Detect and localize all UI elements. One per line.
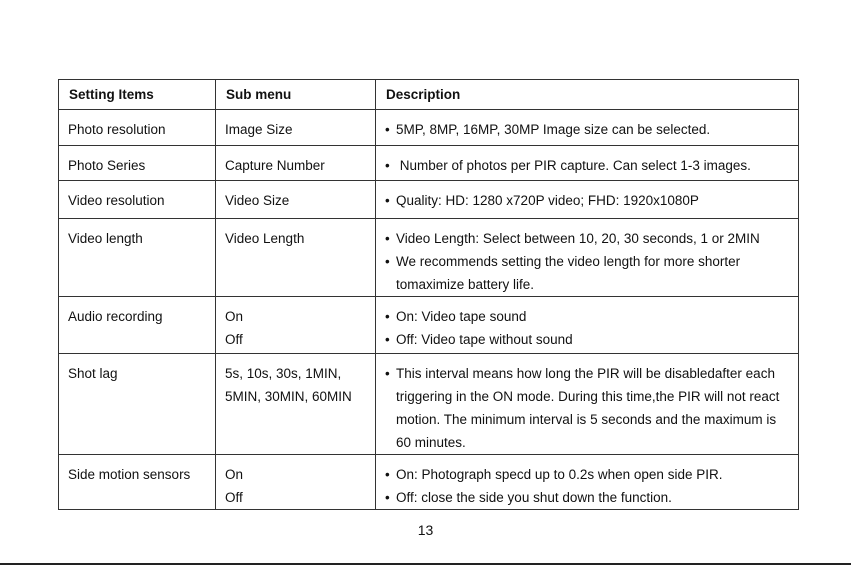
description-cell	[376, 146, 799, 181]
setting-item-label: Photo resolution	[68, 122, 166, 137]
description-text: On: Video tape sound	[396, 309, 527, 324]
bullet-icon: •	[385, 254, 390, 269]
description-line	[385, 463, 790, 486]
description-line	[385, 273, 790, 296]
description-line	[385, 154, 790, 177]
bullet-icon: •	[385, 122, 390, 137]
sub-menu-cell	[216, 297, 376, 354]
setting-item-cell	[59, 219, 216, 297]
description-line	[385, 486, 790, 509]
sub-menu-label: Off	[225, 490, 243, 505]
sub-menu-label: Video Length	[225, 231, 305, 246]
setting-item-label: Video resolution	[68, 193, 165, 208]
description-line	[385, 328, 790, 351]
header-row	[59, 80, 799, 110]
description-text: Video Length: Select between 10, 20, 30 seconds, 1 or 2MIN	[396, 231, 760, 246]
table-row	[59, 455, 799, 510]
description-cell	[376, 219, 799, 297]
sub-menu-label: 5MIN, 30MIN, 60MIN	[225, 389, 352, 404]
setting-item-cell	[59, 354, 216, 455]
table-row	[59, 354, 799, 455]
sub-menu-cell	[216, 219, 376, 297]
sub-menu-label: 5s, 10s, 30s, 1MIN,	[225, 366, 342, 381]
header-sub-menu: Sub menu	[216, 80, 376, 110]
header-setting-items: Setting Items	[59, 80, 216, 110]
description-cell	[376, 354, 799, 455]
bottom-rule	[0, 563, 851, 565]
description-line	[385, 362, 790, 385]
description-text: We recommends setting the video length for more shorter	[396, 254, 741, 269]
description-text: triggering in the ON mode. During this time,the PIR will not react	[396, 389, 780, 404]
table-row	[59, 146, 799, 181]
setting-item-label: Photo Series	[68, 158, 146, 173]
description-cell	[376, 181, 799, 219]
description-line	[385, 118, 790, 141]
setting-item-cell	[59, 455, 216, 510]
table-row	[59, 219, 799, 297]
bullet-icon: •	[385, 467, 390, 482]
description-text: Number of photos per PIR capture. Can select 1-3 images.	[396, 158, 751, 173]
setting-item-label: Shot lag	[68, 366, 118, 381]
description-line	[385, 305, 790, 328]
sub-menu-label: Off	[225, 332, 243, 347]
description-cell	[376, 297, 799, 354]
sub-menu-cell	[216, 354, 376, 455]
description-text: This interval means how long the PIR will be disabledafter each	[396, 366, 775, 381]
bullet-icon: •	[385, 193, 390, 208]
description-line	[385, 227, 790, 250]
description-line	[385, 408, 790, 431]
header-description: Description	[376, 80, 799, 110]
setting-item-cell	[59, 146, 216, 181]
description-text: On: Photograph specd up to 0.2s when open side PIR.	[396, 467, 723, 482]
bullet-icon: •	[385, 231, 390, 246]
table-row	[59, 297, 799, 354]
description-text: 5MP, 8MP, 16MP, 30MP Image size can be selected.	[396, 122, 711, 137]
bullet-icon: •	[385, 309, 390, 324]
sub-menu-cell	[216, 110, 376, 146]
description-text: motion. The minimum interval is 5 seconds and the maximum is	[396, 412, 777, 427]
sub-menu-label: On	[225, 309, 244, 324]
sub-menu-label: Video Size	[225, 193, 290, 208]
table-row	[59, 110, 799, 146]
description-text: 60 minutes.	[396, 435, 466, 450]
sub-menu-label: On	[225, 467, 244, 482]
settings-table	[58, 79, 799, 510]
description-line	[385, 250, 790, 273]
description-line	[385, 431, 790, 454]
description-text: Off: close the side you shut down the function.	[396, 490, 672, 505]
bullet-icon: •	[385, 366, 390, 381]
sub-menu-cell	[216, 455, 376, 510]
table-header	[59, 80, 799, 110]
table-body	[59, 110, 799, 510]
setting-item-label: Audio recording	[68, 309, 163, 324]
setting-item-label: Side motion sensors	[68, 467, 191, 482]
description-cell	[376, 110, 799, 146]
description-text: Quality: HD: 1280 x720P video; FHD: 1920x1080P	[396, 193, 699, 208]
description-line	[385, 385, 790, 408]
setting-item-cell	[59, 110, 216, 146]
bullet-icon: •	[385, 490, 390, 505]
sub-menu-cell	[216, 181, 376, 219]
description-text: tomaximize battery life.	[396, 277, 535, 292]
table-row	[59, 181, 799, 219]
bullet-icon: •	[385, 332, 390, 347]
sub-menu-label: Capture Number	[225, 158, 325, 173]
setting-item-cell	[59, 181, 216, 219]
setting-item-label: Video length	[68, 231, 143, 246]
bullet-icon: •	[385, 158, 390, 173]
description-text: Off: Video tape without sound	[396, 332, 573, 347]
sub-menu-cell	[216, 146, 376, 181]
sub-menu-label: Image Size	[225, 122, 293, 137]
description-line	[385, 189, 790, 212]
description-cell	[376, 455, 799, 510]
page-number: 13	[417, 522, 434, 538]
setting-item-cell	[59, 297, 216, 354]
